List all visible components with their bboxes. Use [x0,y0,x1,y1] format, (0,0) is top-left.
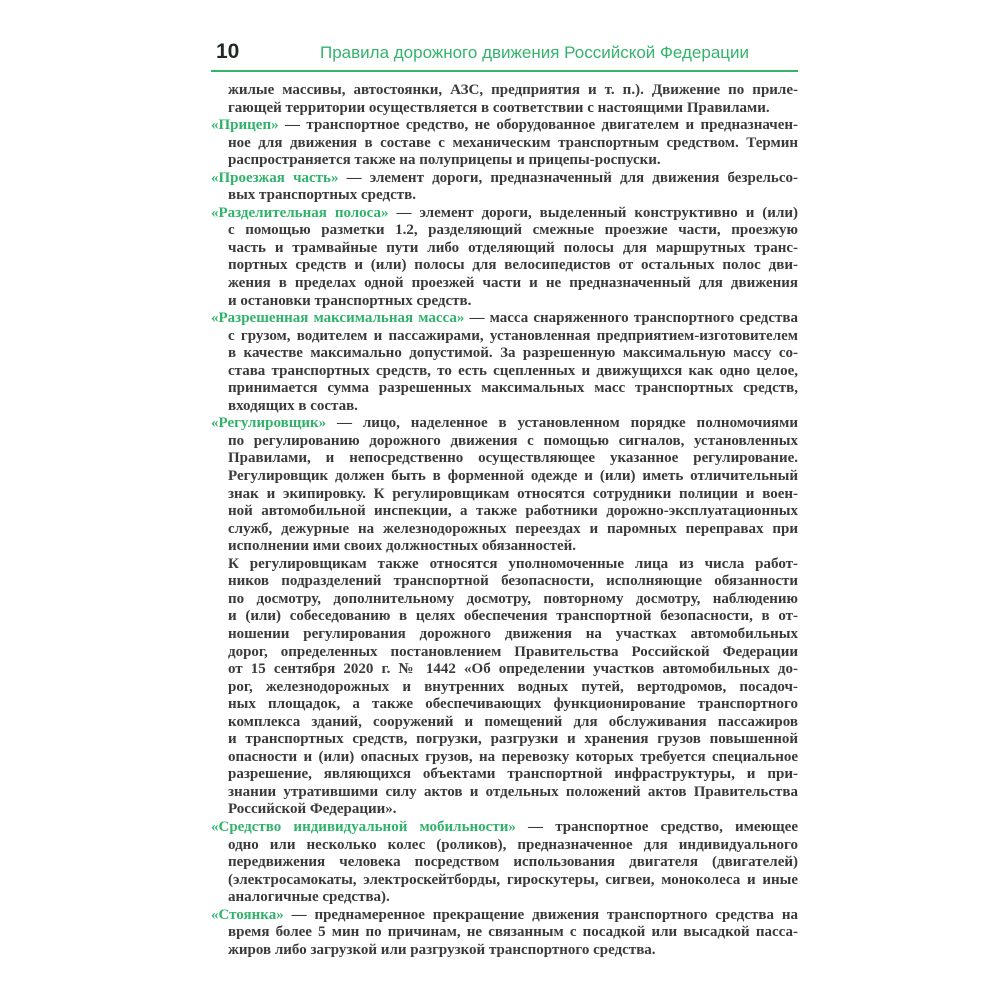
text-line [211,538,798,556]
text-line [211,187,798,205]
text-line [211,731,798,749]
defined-term: «Регулировщик» [211,415,327,432]
line-text: и (или) собеседованию в целях обеспечения транспортной безопасности, в от- [228,608,798,625]
line-text: по регулированию дорожного движения с помощью сигналов, установленных [228,432,798,449]
text-line [211,591,798,609]
text-line [211,854,798,872]
line-text: принимается сумма разрешенных максимальных масс транспортных средств, [228,380,798,397]
line-text: в качестве максимально допустимой. За разрешенную максимальную массу со- [228,345,798,362]
defined-term: «Проезжая часть» [211,169,339,186]
page-number: 10 [216,40,240,63]
text-line [211,152,798,170]
text-line [211,626,798,644]
line-text: — транспортное средство, имеющее [515,818,798,835]
line-text: и остановки транспортных средств. [228,292,472,309]
text-line [211,240,798,258]
definition-entry [211,310,798,415]
line-text: часть и трамвайные пути либо отделяющий полосы для маршрутных транс- [228,239,798,256]
line-text: гающей территории осуществляется в соответствии с настоящими Правилами. [228,99,770,116]
text-line [211,924,798,942]
text-line [211,837,798,855]
line-text: — транспортное средство, не оборудованное двигателем и предназначен- [278,117,798,134]
definition-entry [211,907,798,960]
text-line [211,450,798,468]
text-line [211,82,798,100]
line-text: исполнении ими своих должностных обязанностей. [228,538,577,555]
line-text: время более 5 мин по причинам, не связанным с посадкой или высадкой пасса- [228,924,798,941]
text-line [211,170,798,188]
text-line [211,433,798,451]
text-line [211,135,798,153]
line-text: Российской Федерации». [228,801,397,818]
text-line [211,100,798,118]
text-line [211,801,798,819]
text-line [211,468,798,486]
line-text: жения в пределах одной проезжей части и не предназначенный для движения [228,275,798,292]
text-line [211,661,798,679]
text-line [211,363,798,381]
line-text: (электросамокаты, электроскейтборды, гироскутеры, сигвеи, моноколеса и иные [228,871,798,888]
line-text: опасности и (или) опасных грузов, на перевозку которых требуется специальное [228,748,798,765]
line-text: Регулировщик должен быть в форменной одежде и (или) иметь отличительный [228,468,798,485]
line-text: става транспортных средств, то есть сцепленных и движущихся как одно целое, [228,362,798,379]
text-line [211,556,798,574]
line-text: от 15 сентября 2020 г. № 1442 «Об определении участков автомобильных до- [228,661,798,678]
line-text: портных средств и (или) полосы для велосипедистов от остальных полос дви- [228,257,798,274]
text-line [211,749,798,767]
line-text: жилые массивы, автостоянки, АЗС, предприятия и т. п.). Движение по приле- [228,82,798,98]
line-text: ношении регулирования дорожного движения на участках автомобильных [228,625,798,642]
text-line [211,415,798,433]
line-text: служб, дежурные на железнодорожных переездах и паромных переправах при [228,520,798,537]
defined-term: «Разделительная полоса» [211,204,389,221]
definition-entry [211,117,798,170]
line-text: распространяется также на полуприцепы и прицепы-роспуски. [228,152,661,169]
defined-term: «Средство индивидуальной мобильности» [211,818,516,835]
text-line [211,345,798,363]
defined-term: «Разрешенная максимальная масса» [211,310,465,327]
line-text: ных площадок, а также обеспечивающих функционирование транспортного [228,696,798,713]
text-line [211,907,798,925]
definition-entry [211,205,798,310]
text-line [211,398,798,416]
line-text: ной автомобильной инспекции, а также работники дорожно-эксплуатационных [228,503,798,520]
line-text: вых транспортных средств. [228,187,416,204]
header-rule [211,70,798,72]
text-line [211,573,798,591]
line-text: по досмотру, дополнительному досмотру, повторному досмотру, наблюдению [228,590,798,607]
definition-entry [211,819,798,907]
text-line [211,696,798,714]
line-text: знак и экипировку. К регулировщикам относятся сотрудники полиции и воен- [228,485,798,502]
line-text: комплекса зданий, сооружений и помещений для обслуживания пассажиров [228,713,798,730]
definition-entry [211,170,798,205]
line-text: — масса снаряженного транспортного средства [464,310,798,327]
line-text: — элемент дороги, выделенный конструктивно и (или) [388,204,799,221]
line-text: ников подразделений транспортной безопасности, исполняющие обязанности [228,573,798,590]
text-line [211,310,798,328]
definition-entry [211,415,798,555]
line-text: — преднамеренное прекращение движения транспортного средства на [283,906,798,923]
paragraph [211,82,798,117]
text-line [211,380,798,398]
text-line [211,714,798,732]
line-text: аналогичные средства). [228,889,390,906]
text-line [211,819,798,837]
line-text: — лицо, наделенное в установленном порядке полномочиями [326,415,798,432]
line-text: ное для движения в составе с механическим транспортным средством. Термин [228,134,798,151]
line-text: одно или несколько колес (роликов), предназначенное для индивидуального [228,836,798,853]
line-text: разрешение, являющихся объектами транспортной инфраструктуры, и при- [228,766,798,783]
paragraph [211,556,798,819]
line-text: входящих в состав. [228,397,358,414]
text-line [211,328,798,346]
text-line [211,486,798,504]
line-text: рог, железнодорожных и внутренних водных путей, вертодромов, посадоч- [228,678,798,695]
line-text: Правилами, и непосредственно осуществляющее указанное регулирование. [228,450,798,467]
text-line [211,608,798,626]
line-text: передвижения человека посредством использования двигателя (двигателей) [228,854,798,871]
defined-term: «Стоянка» [211,906,284,923]
line-text: жиров либо загрузкой или разгрузкой транспортного средства. [228,941,656,958]
text-line [211,889,798,907]
text-line [211,942,798,960]
text-line [211,205,798,223]
line-text: дорог, определенных постановлением Правительства Российской Федерации [228,643,798,660]
line-text: с помощью разметки 1.2, разделяющий смежные проезжие части, проезжую [228,222,798,239]
line-text: с грузом, водителем и пассажирами, установленная предприятием-изготовителем [228,327,798,344]
text-line [211,222,798,240]
line-text: знании утратившими силу актов и отдельных положений актов Правительства [228,783,798,800]
text-line [211,293,798,311]
running-title: Правила дорожного движения Российской Федерации [320,43,750,62]
line-text: К регулировщикам также относятся уполномоченные лица из числа работ- [228,555,798,572]
text-line [211,644,798,662]
text-line [211,275,798,293]
text-line [211,766,798,784]
line-text: и транспортных средств, погрузки, разгрузки и хранения грузов повышенной [228,731,798,748]
text-line [211,503,798,521]
text-line [211,257,798,275]
line-text: — элемент дороги, предназначенный для движения безрельсо- [338,169,798,186]
page-body [211,82,798,959]
text-line [211,784,798,802]
text-line [211,521,798,539]
text-line [211,872,798,890]
text-line [211,117,798,135]
defined-term: «Прицеп» [211,117,279,134]
text-line [211,679,798,697]
